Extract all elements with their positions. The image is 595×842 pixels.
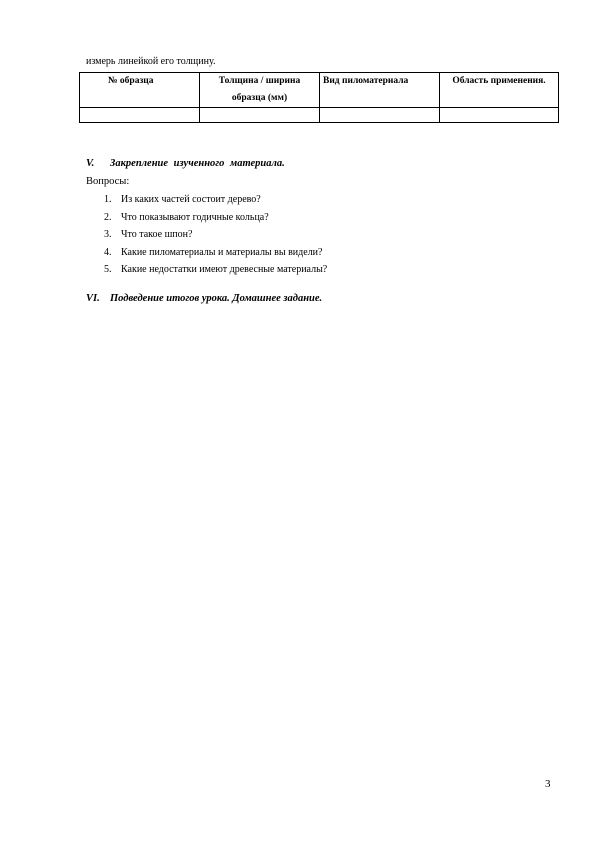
samples-table	[79, 72, 559, 123]
header-sample-number: № образца	[80, 73, 200, 108]
section-6-heading	[86, 293, 322, 304]
question-text: Что такое шпон?	[121, 229, 193, 240]
table-cell[interactable]	[80, 108, 200, 123]
section-title: Подведение итогов урока. Домашнее задание.	[110, 293, 323, 304]
table-cell[interactable]	[200, 108, 320, 123]
table-cell[interactable]	[440, 108, 559, 123]
section-5-heading	[86, 158, 285, 169]
question-text: Что показывают годичные кольца?	[121, 211, 269, 223]
question-number: 4.	[104, 246, 112, 258]
question-number: 5.	[104, 264, 112, 275]
section-number: VI.	[86, 293, 100, 304]
header-lumber-type: Вид пиломатериала	[320, 73, 440, 108]
section-number: V.	[86, 158, 95, 169]
header-thickness-width: Толщина / ширина образца (мм)	[200, 73, 320, 108]
questions-label: Вопросы:	[86, 176, 130, 187]
header-application-area: Область применения.	[440, 73, 559, 108]
question-number: 3.	[104, 229, 112, 240]
question-text: Какие пиломатериалы и материалы вы видели?	[121, 246, 323, 258]
table-row	[80, 108, 559, 123]
section-title: Закрепление изученного материала.	[110, 158, 285, 169]
table-cell[interactable]	[320, 108, 440, 123]
question-text: Из каких частей состоит дерево?	[121, 194, 261, 205]
page-number: 3	[545, 778, 551, 790]
table-header-row	[80, 73, 559, 108]
intro-text: измерь линейкой его толщину.	[86, 56, 216, 67]
question-number: 1.	[104, 194, 112, 205]
question-text: Какие недостатки имеют древесные материалы?	[121, 264, 328, 275]
question-number: 2.	[104, 211, 112, 223]
